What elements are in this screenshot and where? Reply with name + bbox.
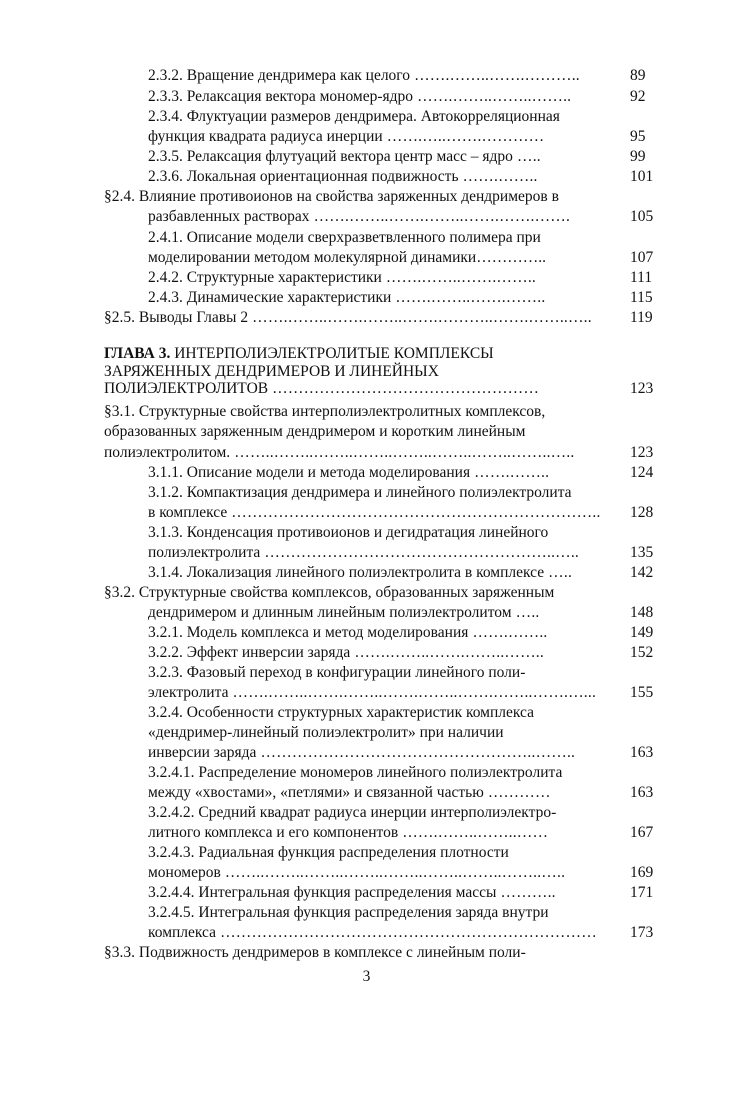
toc-entry-2-3-4: 2.3.4. Флуктуации размеров дендримера. Автокорреляционная — [148, 108, 560, 125]
toc-entry-2-3-5: 2.3.5. Релаксация флутуаций вектора центр масс – ядро ….. — [148, 148, 541, 165]
toc-entry-3-2-4-2-cont: литного комплекса и его компонентов …….……..……..…… — [148, 824, 549, 841]
toc-entry-2-3-2: 2.3.2. Вращение дендримера как целого …….……..…….……….. — [148, 67, 580, 84]
toc-entry-2-5: §2.5. Выводы Главы 2 …….……..…….……..…….………..…….……..….. — [104, 309, 592, 326]
toc-page-2-4-1: 107 — [630, 249, 654, 266]
toc-page-3-2-4-1: 163 — [630, 784, 654, 801]
toc-entry-3-1-2-cont: в комплексе …………………………………………………………….. — [148, 504, 601, 521]
toc-entry-3-2-2: 3.2.2. Эффект инверсии заряда …….……..…….……..…….. — [148, 644, 544, 661]
toc-entry-2-4-2: 2.4.2. Структурные характеристики …….……..…….…….. — [148, 269, 536, 286]
toc-page-2-4: 105 — [630, 208, 654, 225]
toc-page-3-2-4-4: 171 — [630, 884, 654, 901]
toc-page-3-2-4-5: 173 — [630, 924, 654, 941]
toc-page-3-2-3: 155 — [630, 684, 654, 701]
page-number: 3 — [362, 968, 371, 985]
toc-page-3-2-2: 152 — [630, 644, 654, 661]
toc-entry-3-2-4-2: 3.2.4.2. Средний квадрат радиуса инерции интерполиэлектро- — [148, 804, 557, 821]
toc-page-3-2-4: 163 — [630, 744, 654, 761]
toc-page-2-4-2: 111 — [630, 269, 653, 286]
toc-entry-2-4-1-cont: моделировании методом молекулярной динамики………….. — [148, 249, 546, 266]
toc-page-2-3-3: 92 — [630, 88, 646, 105]
toc-page-3-2-4-2: 167 — [630, 824, 654, 841]
toc-page-2-4-3: 115 — [630, 289, 653, 306]
toc-page-3-2-1: 149 — [630, 624, 654, 641]
toc-page-3-1-4: 142 — [630, 564, 654, 581]
toc-page-3-2-4-3: 169 — [630, 864, 654, 881]
toc-entry-2-4-1: 2.4.1. Описание модели сверхразветвленного полимера при — [148, 229, 541, 246]
toc-entry-3-2-4-3-cont: мономеров ……..……..……..……..……..……..……..……..….. — [148, 864, 566, 881]
toc-entry-3-2: §3.2. Структурные свойства комплексов, образованных заряженным — [104, 584, 555, 601]
toc-entry-3-2-1: 3.2.1. Модель комплекса и метод моделирования …….…….. — [148, 624, 548, 641]
toc-entry-3-2-4-1-cont: между «хвостами», «петлями» и связанной частью ………… — [148, 784, 551, 801]
toc-entry-2-3-3: 2.3.3. Релаксация вектора мономер-ядро …….……..……..…….. — [148, 88, 572, 105]
toc-page-2-3-2: 89 — [630, 67, 646, 84]
toc-entry-3-3: §3.3. Подвижность дендримеров в комплексе с линейным поли- — [104, 944, 526, 961]
chapter-3-title-line3: ПОЛИЭЛЕКТРОЛИТОВ …………………………………………… — [104, 380, 540, 397]
toc-entry-3-2-3-cont: электролита …….……..…….……..…….……..…….……..…….…... — [148, 684, 597, 701]
toc-page-3-1-1: 124 — [630, 464, 654, 481]
toc-entry-3-2-4-4: 3.2.4.4. Интегральная функция распределения массы ……….. — [148, 884, 556, 901]
toc-entry-3-2-4-3: 3.2.4.3. Радиальная функция распределения плотности — [148, 844, 509, 861]
toc-entry-3-1-3: 3.1.3. Конденсация противоионов и дегидратация линейного — [148, 524, 549, 541]
toc-entry-2-3-6: 2.3.6. Локальная ориентационная подвижность …….…….. — [148, 168, 538, 185]
toc-entry-3-1-cont2: полиэлектролитом. ……..……..……..……..……..……..……..……..….. — [104, 444, 575, 461]
toc-entry-3-2-4: 3.2.4. Особенности структурных характеристик комплекса — [148, 704, 534, 721]
toc-entry-3-1-4: 3.1.4. Локализация линейного полиэлектролита в комплексе ….. — [148, 564, 573, 581]
toc-page-2-5: 119 — [630, 309, 653, 326]
toc-page-3-1-3: 135 — [630, 544, 654, 561]
toc-entry-3-2-4-cont: «дендример-линейный полиэлектролит» при наличии — [148, 724, 504, 741]
toc-entry-2-4-3: 2.4.3. Динамические характеристики …….……..…….…….. — [148, 289, 546, 306]
toc-page-3-1-2: 128 — [630, 504, 654, 521]
toc-entry-2-4-cont: разбавленных растворах …….……..…….……..…….…….……. — [148, 208, 571, 225]
toc-page-2-3-5: 99 — [630, 148, 646, 165]
toc-entry-3-2-cont: дендримером и длинным линейным полиэлектролитом ….. — [148, 604, 540, 621]
toc-page-2-3-6: 101 — [630, 168, 654, 185]
toc-entry-3-2-4-5: 3.2.4.5. Интегральная функция распределения заряда внутри — [148, 904, 549, 921]
toc-entry-3-2-4-cont2: инверсии заряда ……………………………………………..…….. — [148, 744, 576, 761]
chapter-3-title-line2: ЗАРЯЖЕННЫХ ДЕНДРИМЕРОВ И ЛИНЕЙНЫХ — [104, 363, 439, 380]
toc-entry-3-1-3-cont: полиэлектролита ………………………………………………..….. — [148, 544, 580, 561]
toc-entry-3-1-cont: образованных заряженным дендримером и коротким линейным — [104, 423, 526, 440]
toc-entry-3-1-1: 3.1.1. Описание модели и метода моделирования …….…….. — [148, 464, 550, 481]
toc-entry-2-3-4-cont: функция квадрата радиуса инерции …….…..…….………… — [148, 128, 545, 145]
toc-entry-3-2-4-5-cont: комплекса ……………………………………………………………… — [148, 924, 597, 941]
chapter-3-title: ГЛАВА 3. ИНТЕРПОЛИЭЛЕКТРОЛИТЫЕ КОМПЛЕКСЫ — [104, 345, 494, 362]
toc-page-chapter-3: 123 — [630, 380, 654, 397]
toc-entry-2-4: §2.4. Влияние противоионов на свойства заряженных дендримеров в — [104, 188, 559, 205]
toc-page-3-2: 148 — [630, 604, 654, 621]
toc-entry-3-2-4-1: 3.2.4.1. Распределение мономеров линейного полиэлектролита — [148, 764, 563, 781]
toc-entry-3-1-2: 3.1.2. Компактизация дендримера и линейного полиэлектролита — [148, 484, 572, 501]
toc-entry-3-1: §3.1. Структурные свойства интерполиэлектролитных комплексов, — [104, 403, 546, 420]
toc-page-2-3-4: 95 — [630, 128, 646, 145]
toc-entry-3-2-3: 3.2.3. Фазовый переход в конфигурации линейного поли- — [148, 664, 526, 681]
toc-page-3-1: 123 — [630, 444, 654, 461]
